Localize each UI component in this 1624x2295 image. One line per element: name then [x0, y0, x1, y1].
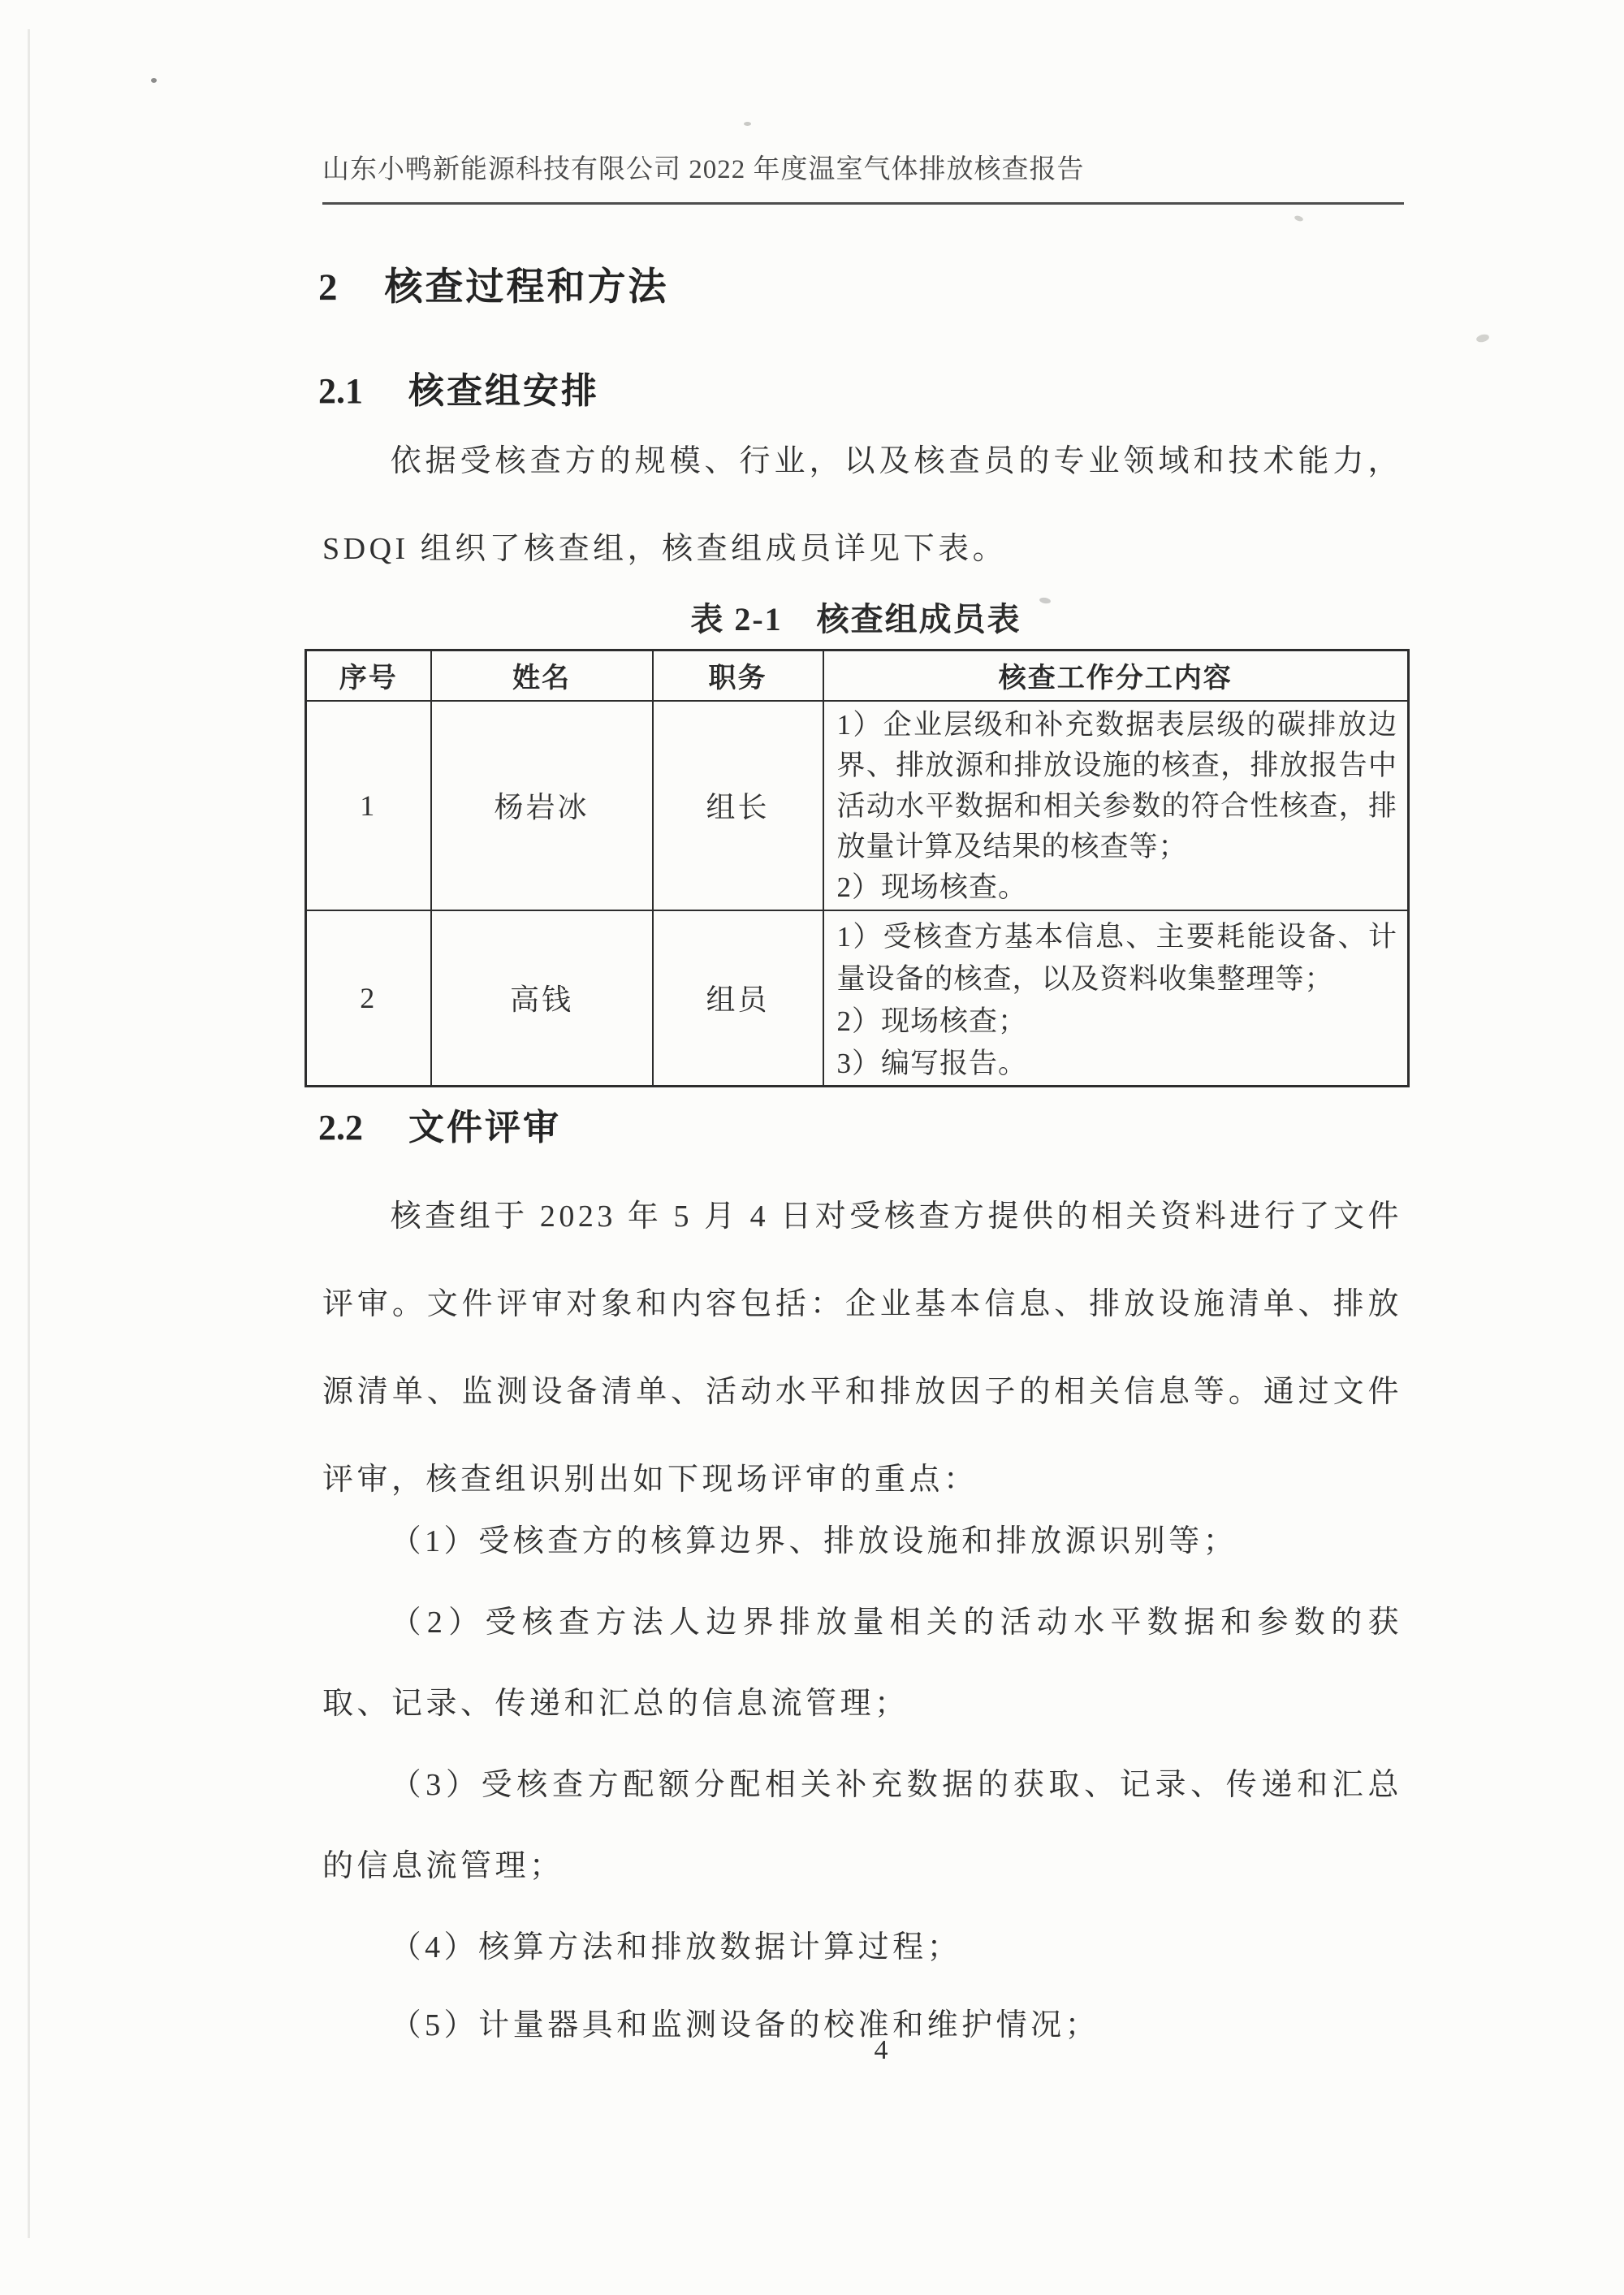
duty-line: 1）受核查方基本信息、主要耗能设备、计量设备的核查，以及资料收集整理等； — [836, 920, 1397, 995]
cell-duties — [823, 701, 1409, 910]
section-number: 2.1 — [318, 371, 363, 411]
page-number: 4 — [874, 2035, 888, 2065]
verification-team-table — [304, 649, 1410, 1087]
paragraph-document-review: 核查组于 2023 年 5 月 4 日对受核查方提供的相关资料进行了文件评审。文件评审对象和内容包括：企业基本信息、排放设施清单、排放源清单、监测设备清单、活动水平和排放因子的相关信息等。通过文件评审，核查组识别出如下现场评审的重点： — [322, 1199, 1402, 1497]
section-title: 核查组安排 — [408, 371, 599, 411]
section-title: 文件评审 — [408, 1108, 561, 1148]
section-number: 2.2 — [318, 1108, 363, 1148]
section-number: 2 — [318, 266, 338, 309]
table-header-name: 姓名 — [431, 650, 653, 701]
duty-line: 2）现场核查； — [836, 1005, 1028, 1037]
review-item: （1）受核查方的核算边界、排放设施和排放源识别等； — [390, 1524, 1238, 1558]
review-item: （4）核算方法和排放数据计算过程； — [390, 1930, 962, 1964]
review-item: （5）计量器具和监测设备的校准和维护情况； — [390, 2008, 1100, 2042]
section-heading-2-1 — [318, 361, 599, 413]
table-header-role: 职务 — [653, 650, 823, 701]
table-header-row — [306, 650, 1409, 701]
table-row — [306, 910, 1409, 1087]
table-caption: 表 2-1 核查组成员表 — [690, 601, 1021, 638]
header-rule — [322, 202, 1404, 205]
duty-line: 2）现场核查。 — [836, 871, 1028, 903]
section-title: 核查过程和方法 — [384, 266, 669, 309]
scan-speck — [1475, 333, 1490, 344]
scan-speck — [151, 78, 157, 83]
review-item: （2）受核查方法人边界排放量相关的活动水平数据和参数的获取、记录、传递和汇总的信息流管理； — [322, 1606, 1402, 1721]
scan-speck — [744, 122, 751, 126]
section-heading-2 — [318, 257, 669, 311]
duty-line: 1）企业层级和补充数据表层级的碳排放边界、排放源和排放设施的核查，排放报告中活动水平数据和相关参数的符合性核查，排放量计算及结果的核查等； — [836, 708, 1397, 862]
running-header-title: 山东小鸭新能源科技有限公司 2022 年度温室气体排放核查报告 — [322, 155, 1085, 184]
cell-serial: 2 — [306, 910, 431, 1087]
cell-name: 杨岩冰 — [431, 701, 653, 910]
section-heading-2-2 — [318, 1098, 561, 1150]
scan-speck — [1294, 214, 1303, 222]
cell-serial: 1 — [306, 701, 431, 910]
cell-duties — [823, 910, 1409, 1087]
duty-line: 3）编写报告。 — [836, 1047, 1028, 1079]
cell-role: 组员 — [653, 910, 823, 1087]
table-header-duties: 核查工作分工内容 — [823, 650, 1409, 701]
cell-role: 组长 — [653, 701, 823, 910]
paragraph-team-arrangement: 依据受核查方的规模、行业，以及核查员的专业领域和技术能力，SDQI 组织了核查组，核查组成员详见下表。 — [322, 444, 1402, 566]
cell-name: 高钱 — [431, 910, 653, 1087]
table-row — [306, 701, 1409, 910]
review-item: （3）受核查方配额分配相关补充数据的获取、记录、传递和汇总的信息流管理； — [322, 1768, 1402, 1883]
scan-edge-shadow — [28, 29, 30, 2238]
table-header-serial: 序号 — [306, 650, 431, 701]
